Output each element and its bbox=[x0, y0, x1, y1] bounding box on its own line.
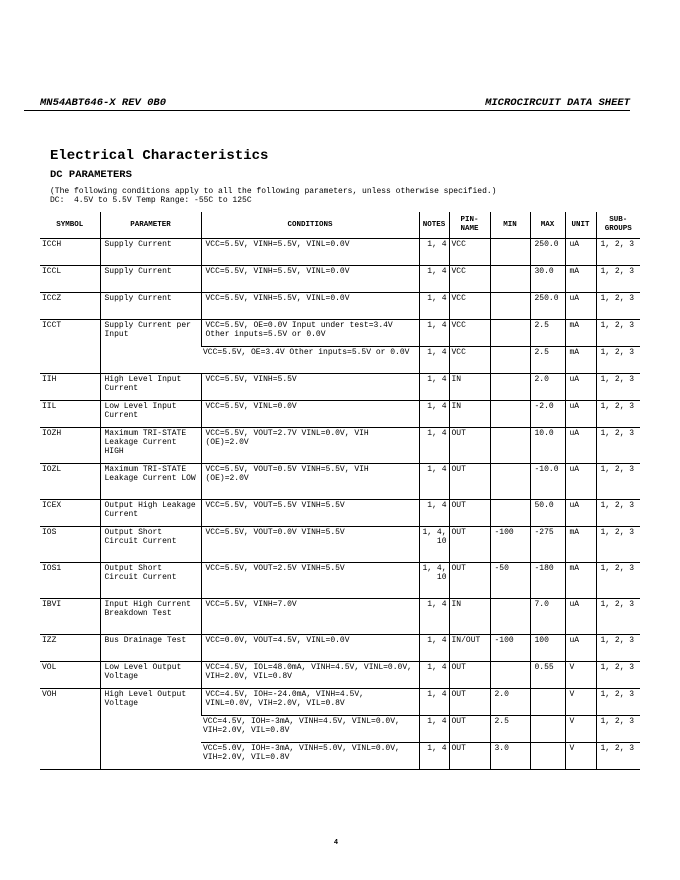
max-cell: 2.0 bbox=[530, 374, 565, 401]
conditions-cell: VCC=5.5V, VOUT=0.5V VINH=5.5V, VIH (OE)=2.0V bbox=[201, 464, 419, 500]
subgroups-cell: 1, 2, 3 bbox=[596, 635, 640, 662]
parameter-cell: Low Level Output Voltage bbox=[100, 662, 201, 689]
notes-cell: 1, 4 bbox=[419, 662, 449, 689]
min-cell bbox=[490, 239, 530, 266]
min-cell bbox=[490, 374, 530, 401]
pin-name-cell: OUT bbox=[449, 428, 490, 464]
min-cell bbox=[490, 464, 530, 500]
subgroups-cell: 1, 2, 3 bbox=[596, 347, 640, 374]
min-cell bbox=[490, 428, 530, 464]
unit-cell: uA bbox=[565, 599, 596, 635]
table-row bbox=[40, 500, 640, 527]
unit-cell: mA bbox=[565, 563, 596, 599]
unit-cell: mA bbox=[565, 266, 596, 293]
min-cell: -50 bbox=[490, 563, 530, 599]
pin-name-cell: OUT bbox=[449, 743, 490, 770]
max-cell: 250.0 bbox=[530, 239, 565, 266]
max-cell bbox=[530, 716, 565, 743]
conditions-cell: VCC=5.5V, OE=0.0V Input under test=3.4V Other inputs=5.5V or 0.0V bbox=[201, 320, 419, 347]
notes-cell: 1, 4 bbox=[419, 293, 449, 320]
parameter-cell: Output Short Circuit Current bbox=[100, 527, 201, 563]
conditions-cell: VCC=5.5V, VOUT=0.0V VINH=5.5V bbox=[201, 527, 419, 563]
notes-cell: 1, 4 bbox=[419, 266, 449, 293]
conditions-cell: VCC=5.5V, VINL=0.0V bbox=[201, 401, 419, 428]
header-rule bbox=[24, 110, 630, 111]
symbol-cell: VOH bbox=[40, 689, 100, 770]
conditions-cell: VCC=5.5V, VINH=7.0V bbox=[201, 599, 419, 635]
min-cell: 2.5 bbox=[490, 716, 530, 743]
document-type: MICROCIRCUIT DATA SHEET bbox=[485, 97, 630, 109]
pin-name-cell: OUT bbox=[449, 464, 490, 500]
unit-cell: mA bbox=[565, 527, 596, 563]
conditions-cell: VCC=5.5V, VINH=5.5V, VINL=0.0V bbox=[201, 293, 419, 320]
max-cell: -275 bbox=[530, 527, 565, 563]
subgroups-cell: 1, 2, 3 bbox=[596, 464, 640, 500]
parameter-cell: High Level Output Voltage bbox=[100, 689, 201, 770]
max-cell: 7.0 bbox=[530, 599, 565, 635]
parameter-cell: Supply Current bbox=[100, 239, 201, 266]
parameter-cell: Maximum TRI-STATE Leakage Current LOW bbox=[100, 464, 201, 500]
max-cell: 30.0 bbox=[530, 266, 565, 293]
table-row bbox=[40, 374, 640, 401]
symbol-cell: IOS1 bbox=[40, 563, 100, 599]
symbol-cell: IIH bbox=[40, 374, 100, 401]
symbol-cell: IBVI bbox=[40, 599, 100, 635]
notes-cell: 1, 4 bbox=[419, 239, 449, 266]
pin-name-cell: OUT bbox=[449, 716, 490, 743]
unit-cell: mA bbox=[565, 347, 596, 374]
pin-name-cell: OUT bbox=[449, 527, 490, 563]
notes-cell: 1, 4 bbox=[419, 635, 449, 662]
parameter-cell: Output Short Circuit Current bbox=[100, 563, 201, 599]
unit-cell: uA bbox=[565, 293, 596, 320]
table-row bbox=[40, 293, 640, 320]
conditions-cell: VCC=4.5V, IOL=48.0mA, VINH=4.5V, VINL=0.0V, VIH=2.0V, VIL=0.8V bbox=[201, 662, 419, 689]
notes-cell: 1, 4 bbox=[419, 374, 449, 401]
max-cell: 10.0 bbox=[530, 428, 565, 464]
unit-cell: V bbox=[565, 689, 596, 716]
section-title: Electrical Characteristics bbox=[50, 148, 269, 164]
parameter-cell: High Level Input Current bbox=[100, 374, 201, 401]
pin-name-cell: VCC bbox=[449, 266, 490, 293]
min-cell bbox=[490, 662, 530, 689]
min-cell bbox=[490, 293, 530, 320]
symbol-cell: IIL bbox=[40, 401, 100, 428]
header-max: MAX bbox=[530, 212, 565, 239]
min-cell bbox=[490, 401, 530, 428]
conditions-cell: VCC=5.5V, VINH=5.5V, VINL=0.0V bbox=[201, 266, 419, 293]
page-number: 4 bbox=[333, 839, 339, 847]
table-row bbox=[40, 635, 640, 662]
subgroups-cell: 1, 2, 3 bbox=[596, 320, 640, 347]
parameter-cell: Low Level Input Current bbox=[100, 401, 201, 428]
parameter-cell: Input High Current Breakdown Test bbox=[100, 599, 201, 635]
subgroups-cell: 1, 2, 3 bbox=[596, 401, 640, 428]
pin-name-cell: IN bbox=[449, 401, 490, 428]
max-cell bbox=[530, 743, 565, 770]
min-cell bbox=[490, 500, 530, 527]
parameter-cell: Bus Drainage Test bbox=[100, 635, 201, 662]
conditions-cell: VCC=5.5V, VINH=5.5V, VINL=0.0V bbox=[201, 239, 419, 266]
notes-cell: 1, 4, 10 bbox=[419, 527, 449, 563]
max-cell: 0.55 bbox=[530, 662, 565, 689]
header-unit: UNIT bbox=[565, 212, 596, 239]
range-note: DC: 4.5V to 5.5V Temp Range: -55C to 125C bbox=[50, 196, 252, 205]
notes-cell: 1, 4 bbox=[419, 743, 449, 770]
pin-name-cell: IN bbox=[449, 599, 490, 635]
parameter-cell: Maximum TRI-STATE Leakage Current HIGH bbox=[100, 428, 201, 464]
unit-cell: uA bbox=[565, 428, 596, 464]
dc-parameters-table bbox=[40, 212, 640, 770]
conditions-cell: VCC=4.5V, IOH=-3mA, VINH=4.5V, VINL=0.0V, VIH=2.0V, VIL=0.8V bbox=[201, 716, 419, 743]
table-row bbox=[40, 563, 640, 599]
pin-name-cell: OUT bbox=[449, 500, 490, 527]
table-body bbox=[40, 239, 640, 770]
unit-cell: V bbox=[565, 716, 596, 743]
subgroups-cell: 1, 2, 3 bbox=[596, 689, 640, 716]
notes-cell: 1, 4 bbox=[419, 428, 449, 464]
pin-name-cell: IN bbox=[449, 374, 490, 401]
conditions-cell: VCC=5.0V, IOH=-3mA, VINH=5.0V, VINL=0.0V, VIH=2.0V, VIL=0.8V bbox=[201, 743, 419, 770]
table-row bbox=[40, 320, 640, 347]
min-cell: 2.0 bbox=[490, 689, 530, 716]
subgroups-cell: 1, 2, 3 bbox=[596, 662, 640, 689]
pin-name-cell: VCC bbox=[449, 239, 490, 266]
unit-cell: uA bbox=[565, 635, 596, 662]
subgroups-cell: 1, 2, 3 bbox=[596, 374, 640, 401]
parameter-cell: Output High Leakage Current bbox=[100, 500, 201, 527]
min-cell: 3.0 bbox=[490, 743, 530, 770]
conditions-note: (The following conditions apply to all the following parameters, unless otherwise specified.) bbox=[50, 187, 497, 196]
notes-cell: 1, 4 bbox=[419, 347, 449, 374]
conditions-cell: VCC=5.5V, VOUT=2.5V VINH=5.5V bbox=[201, 563, 419, 599]
notes-cell: 1, 4 bbox=[419, 320, 449, 347]
header-parameter: PARAMETER bbox=[100, 212, 201, 239]
header-min: MIN bbox=[490, 212, 530, 239]
symbol-cell: ICEX bbox=[40, 500, 100, 527]
unit-cell: uA bbox=[565, 239, 596, 266]
table-row bbox=[40, 527, 640, 563]
unit-cell: uA bbox=[565, 464, 596, 500]
max-cell: 50.0 bbox=[530, 500, 565, 527]
unit-cell: V bbox=[565, 743, 596, 770]
min-cell: -100 bbox=[490, 635, 530, 662]
notes-cell: 1, 4, 10 bbox=[419, 563, 449, 599]
subgroups-cell: 1, 2, 3 bbox=[596, 716, 640, 743]
header-conditions: CONDITIONS bbox=[201, 212, 419, 239]
max-cell: -180 bbox=[530, 563, 565, 599]
pin-name-cell: IN/OUT bbox=[449, 635, 490, 662]
table-row bbox=[40, 266, 640, 293]
max-cell: -10.0 bbox=[530, 464, 565, 500]
unit-cell: mA bbox=[565, 320, 596, 347]
pin-name-cell: OUT bbox=[449, 563, 490, 599]
table-row bbox=[40, 428, 640, 464]
min-cell bbox=[490, 266, 530, 293]
header-notes: NOTES bbox=[419, 212, 449, 239]
subgroups-cell: 1, 2, 3 bbox=[596, 743, 640, 770]
symbol-cell: ICCT bbox=[40, 320, 100, 374]
notes-cell: 1, 4 bbox=[419, 464, 449, 500]
subgroups-cell: 1, 2, 3 bbox=[596, 239, 640, 266]
min-cell bbox=[490, 347, 530, 374]
pin-name-cell: OUT bbox=[449, 689, 490, 716]
symbol-cell: IOZL bbox=[40, 464, 100, 500]
conditions-cell: VCC=0.0V, VOUT=4.5V, VINL=0.0V bbox=[201, 635, 419, 662]
symbol-cell: VOL bbox=[40, 662, 100, 689]
symbol-cell: ICCH bbox=[40, 239, 100, 266]
table-row bbox=[40, 464, 640, 500]
max-cell bbox=[530, 689, 565, 716]
table-row bbox=[40, 239, 640, 266]
subgroups-cell: 1, 2, 3 bbox=[596, 599, 640, 635]
conditions-cell: VCC=5.5V, OE=3.4V Other inputs=5.5V or 0.0V bbox=[201, 347, 419, 374]
header-pin-name: PIN- NAME bbox=[449, 212, 490, 239]
conditions-cell: VCC=5.5V, VOUT=2.7V VINL=0.0V, VIH (OE)=2.0V bbox=[201, 428, 419, 464]
symbol-cell: IZZ bbox=[40, 635, 100, 662]
min-cell: -100 bbox=[490, 527, 530, 563]
parameter-cell: Supply Current bbox=[100, 293, 201, 320]
unit-cell: uA bbox=[565, 401, 596, 428]
table-row bbox=[40, 689, 640, 716]
subgroups-cell: 1, 2, 3 bbox=[596, 293, 640, 320]
table-row bbox=[40, 599, 640, 635]
notes-cell: 1, 4 bbox=[419, 401, 449, 428]
header-subgroups: SUB- GROUPS bbox=[596, 212, 640, 239]
subgroups-cell: 1, 2, 3 bbox=[596, 500, 640, 527]
pin-name-cell: VCC bbox=[449, 347, 490, 374]
notes-cell: 1, 4 bbox=[419, 689, 449, 716]
subgroups-cell: 1, 2, 3 bbox=[596, 266, 640, 293]
max-cell: -2.0 bbox=[530, 401, 565, 428]
parameter-cell: Supply Current per Input bbox=[100, 320, 201, 374]
max-cell: 100 bbox=[530, 635, 565, 662]
max-cell: 250.0 bbox=[530, 293, 565, 320]
unit-cell: uA bbox=[565, 500, 596, 527]
subgroups-cell: 1, 2, 3 bbox=[596, 563, 640, 599]
symbol-cell: IOZH bbox=[40, 428, 100, 464]
symbol-cell: ICCZ bbox=[40, 293, 100, 320]
section-subtitle: DC PARAMETERS bbox=[50, 169, 132, 181]
max-cell: 2.5 bbox=[530, 320, 565, 347]
symbol-cell: IOS bbox=[40, 527, 100, 563]
table-row bbox=[40, 401, 640, 428]
unit-cell: V bbox=[565, 662, 596, 689]
notes-cell: 1, 4 bbox=[419, 500, 449, 527]
conditions-cell: VCC=4.5V, IOH=-24.0mA, VINH=4.5V, VINL=0.0V, VIH=2.0V, VIL=0.8V bbox=[201, 689, 419, 716]
conditions-cell: VCC=5.5V, VINH=5.5V bbox=[201, 374, 419, 401]
table-header-row bbox=[40, 212, 640, 239]
subgroups-cell: 1, 2, 3 bbox=[596, 428, 640, 464]
max-cell: 2.5 bbox=[530, 347, 565, 374]
min-cell bbox=[490, 599, 530, 635]
conditions-cell: VCC=5.5V, VOUT=5.5V VINH=5.5V bbox=[201, 500, 419, 527]
document-id: MN54ABT646-X REV 0B0 bbox=[40, 97, 167, 109]
symbol-cell: ICCL bbox=[40, 266, 100, 293]
pin-name-cell: OUT bbox=[449, 662, 490, 689]
notes-cell: 1, 4 bbox=[419, 599, 449, 635]
parameter-cell: Supply Current bbox=[100, 266, 201, 293]
pin-name-cell: VCC bbox=[449, 293, 490, 320]
table-row bbox=[40, 662, 640, 689]
subgroups-cell: 1, 2, 3 bbox=[596, 527, 640, 563]
unit-cell: uA bbox=[565, 374, 596, 401]
min-cell bbox=[490, 320, 530, 347]
notes-cell: 1, 4 bbox=[419, 716, 449, 743]
header-symbol: SYMBOL bbox=[40, 212, 100, 239]
pin-name-cell: VCC bbox=[449, 320, 490, 347]
